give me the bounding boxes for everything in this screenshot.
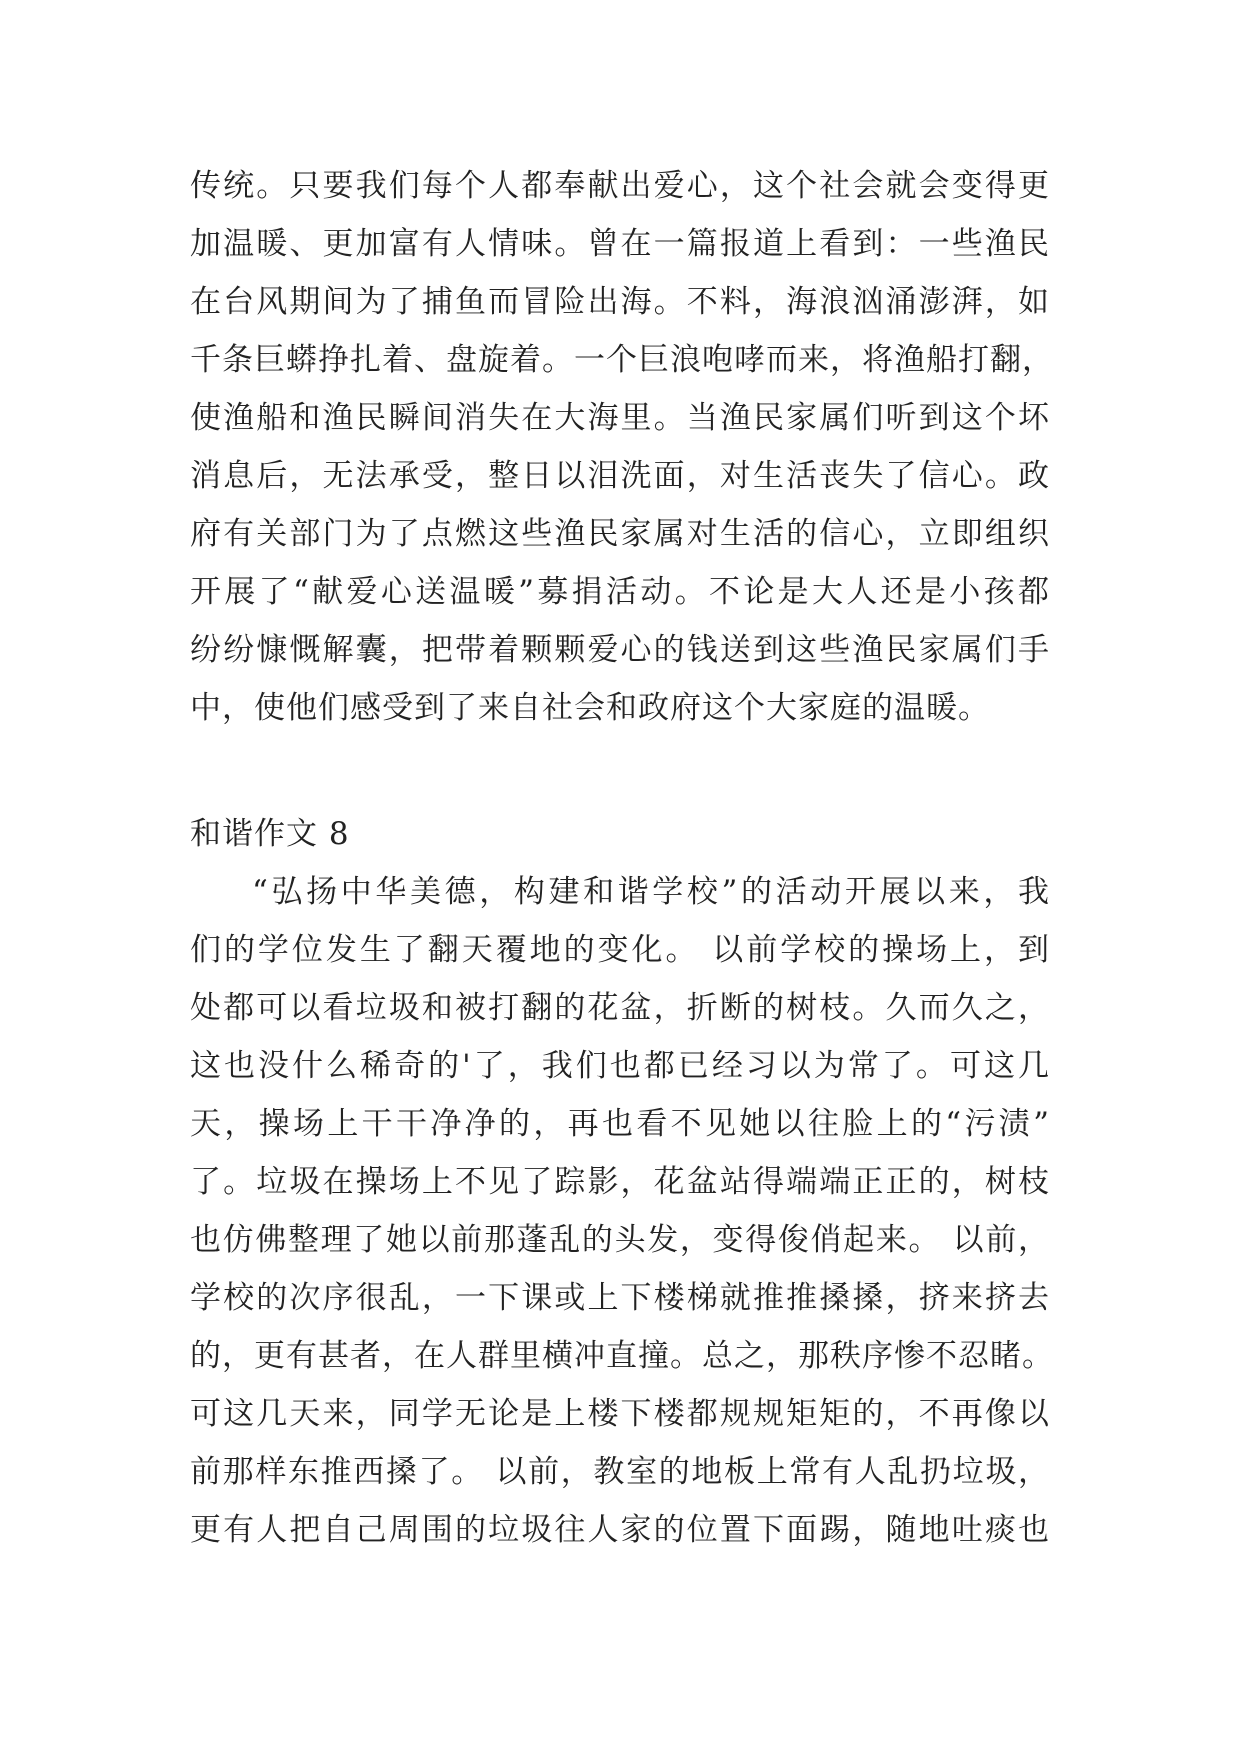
text-line: 也仿佛整理了她以前那蓬乱的头发，变得俊俏起来。 以前， <box>190 1222 1050 1258</box>
text-line: 处都可以看垃圾和被打翻的花盆，折断的树枝。久而久之， <box>190 990 1050 1026</box>
text-line: 天，操场上干干净净的，再也看不见她以往脸上的“污渍” <box>190 1106 1050 1142</box>
text-line: 的，更有甚者，在人群里横冲直撞。总之，那秩序惨不忍睹。 <box>190 1338 1054 1374</box>
text-line: 们的学位发生了翻天覆地的变化。 以前学校的操场上，到 <box>190 932 1050 968</box>
section-heading: 和谐作文 8 <box>190 816 350 852</box>
text-line: “弘扬中华美德，构建和谐学校”的活动开展以来，我 <box>252 874 1050 910</box>
text-line: 中，使他们感受到了来自社会和政府这个大家庭的温暖。 <box>190 690 990 726</box>
text-line: 府有关部门为了点燃这些渔民家属对生活的信心，立即组织 <box>190 516 1050 552</box>
text-line: 消息后，无法承受，整日以泪洗面，对生活丧失了信心。政 <box>190 458 1050 494</box>
text-line: 开展了“献爱心送温暖”募捐活动。不论是大人还是小孩都 <box>190 574 1050 610</box>
text-line: 加温暖、更加富有人情味。曾在一篇报道上看到：一些渔民 <box>190 226 1050 262</box>
text-line: 前那样东推西搡了。 以前，教室的地板上常有人乱扔垃圾， <box>190 1454 1050 1490</box>
text-line: 纷纷慷慨解囊，把带着颗颗爱心的钱送到这些渔民家属们手 <box>190 632 1050 668</box>
text-line: 使渔船和渔民瞬间消失在大海里。当渔民家属们听到这个坏 <box>190 400 1050 436</box>
text-line: 学校的次序很乱，一下课或上下楼梯就推推搡搡，挤来挤去 <box>190 1280 1050 1316</box>
text-line: 千条巨蟒挣扎着、盘旋着。一个巨浪咆哮而来，将渔船打翻， <box>190 342 1054 378</box>
text-line: 更有人把自己周围的垃圾往人家的位置下面踢，随地吐痰也 <box>190 1512 1050 1548</box>
text-line: 传统。只要我们每个人都奉献出爱心，这个社会就会变得更 <box>190 168 1050 204</box>
text-line: 这也没什么稀奇的'了，我们也都已经习以为常了。可这几 <box>190 1048 1050 1084</box>
paragraph-2 <box>190 863 1054 1559</box>
text-line: 了。垃圾在操场上不见了踪影，花盆站得端端正正的，树枝 <box>190 1164 1050 1200</box>
text-line: 可这几天来，同学无论是上楼下楼都规规矩矩的，不再像以 <box>190 1396 1050 1432</box>
paragraph-1 <box>190 157 1054 737</box>
text-line: 在台风期间为了捕鱼而冒险出海。不料，海浪汹涌澎湃，如 <box>190 284 1050 320</box>
